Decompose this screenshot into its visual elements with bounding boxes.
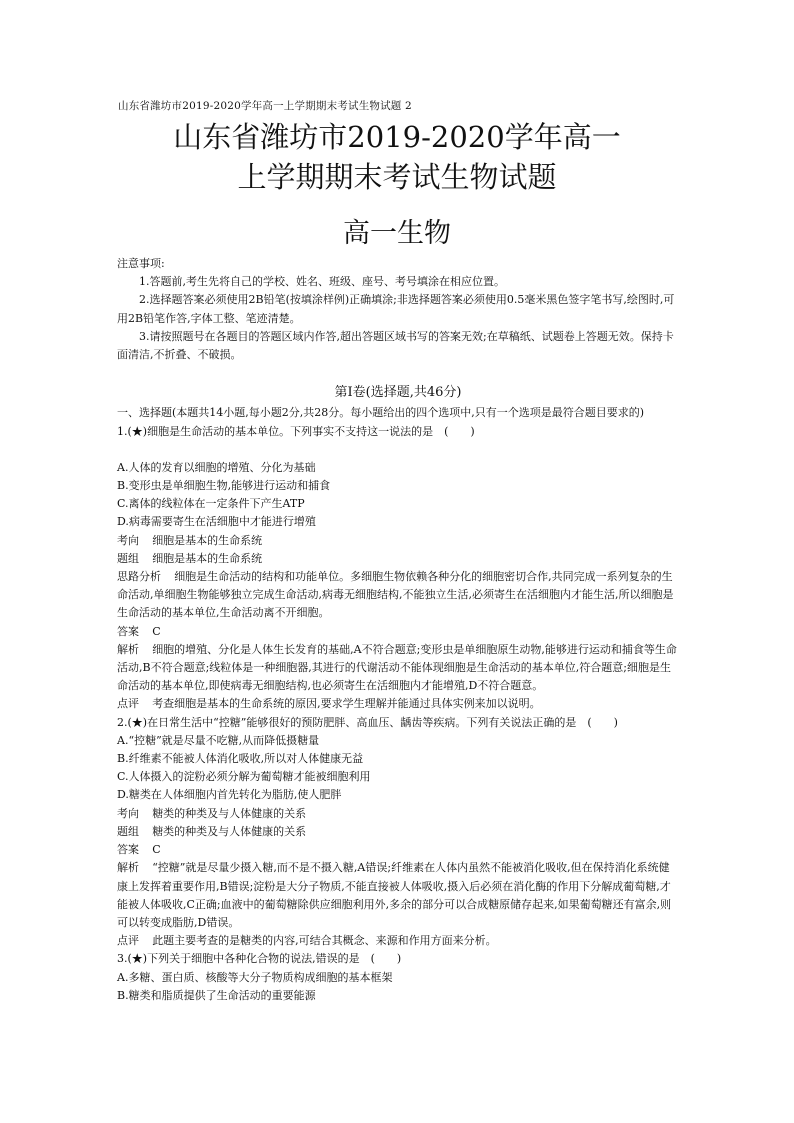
q2-option-b: B.纤维素不能被人体消化吸收,所以对人体健康无益 bbox=[117, 752, 364, 766]
kaoxiang-text: 糖类的种类及与人体健康的关系 bbox=[152, 806, 307, 820]
q3-option-b: B.糖类和脂质提供了生命活动的重要能源 bbox=[117, 988, 316, 1002]
answer-value: C bbox=[152, 843, 161, 857]
q2-kaoxiang bbox=[117, 805, 679, 823]
kaoxiang-text: 细胞是基本的生命系统 bbox=[152, 533, 263, 547]
dianping-text: 考查细胞是基本的生命系统的原因,要求学生理解并能通过具体实例来加以说明。 bbox=[152, 697, 541, 711]
q1-dianping bbox=[117, 695, 679, 713]
q1-kaoxiang bbox=[117, 532, 679, 550]
tizu-text: 糖类的种类及与人体健康的关系 bbox=[152, 824, 307, 838]
q1-option-a: A.人体的发育以细胞的增殖、分化为基础 bbox=[117, 460, 316, 474]
jiexi-text: 细胞的增殖、分化是人体生长发育的基础,A不符合题意;变形虫是单细胞原生动物,能够进行运动和捕食等生命活动,B不符合题意;线粒体是一种细胞器,其进行的代谢活动不能体现细胞是生命活动的基本单位,符合题意;细胞是生命活动的基本单位,即使病毒无细胞结构,也必须寄生在活细胞内才能增殖,D不符合题意。 bbox=[117, 642, 677, 693]
tizu-text: 细胞是基本的生命系统 bbox=[152, 551, 263, 565]
tizu-label: 题组 bbox=[117, 551, 139, 565]
title-line-2: 上学期期末考试生物试题 bbox=[237, 160, 557, 194]
q1-option-d: D.病毒需要寄生在活细胞中才能进行增殖 bbox=[117, 515, 316, 529]
jiexi-text: “控糖”就是尽量少摄入糖,而不是不摄入糖,A错误;纤维素在人体内虽然不能被消化吸收,但在保持消化系统健康上发挥着重要作用,B错误;淀粉是大分子物质,不能直接被人体吸收,摄入后必须在消化酶的作用下分解成葡萄糖,才能被人体吸收,C正确;血液中的葡萄糖除供应细胞利用外,多余的部分可以合成糖原储存起来,如果葡萄糖还有富余,则可以转变成脂肪,D错误。 bbox=[117, 861, 672, 929]
q2-option-d: D.糖类在人体细胞内首先转化为脂肪,使人肥胖 bbox=[117, 788, 342, 802]
q1-silu bbox=[117, 568, 679, 623]
jiexi-label: 解析 bbox=[117, 861, 139, 875]
dianping-text: 此题主要考查的是糖类的内容,可结合其概念、来源和作用方面来分析。 bbox=[152, 934, 497, 948]
question-2-stem: 2.(★)在日常生活中“控糖”能够很好的预防肥胖、高血压、龋齿等疾病。下列有关说法正确的是 ( ) bbox=[117, 715, 618, 729]
notice-item-3: 3.请按照题号在各题目的答题区域内作答,超出答题区域书写的答案无效;在草稿纸、试题卷上答题无效。保持卡面清洁,不折叠、不破损。 bbox=[117, 329, 674, 362]
notice-item-1: 1.答题前,考生先将自己的学校、姓名、班级、座号、考号填涂在相应位置。 bbox=[139, 275, 505, 289]
tizu-label: 题组 bbox=[117, 824, 139, 838]
q2-answer bbox=[117, 841, 679, 859]
running-header: 山东省潍坊市2019-2020学年高一上学期期末考试生物试题 2 bbox=[118, 100, 412, 112]
answer-value: C bbox=[152, 624, 161, 638]
q2-option-c: C.人体摄入的淀粉必须分解为葡萄糖才能被细胞利用 bbox=[117, 770, 371, 784]
answer-label: 答案 bbox=[117, 624, 139, 638]
question-1-stem: 1.(★)细胞是生命活动的基本单位。下列事实不支持这一说法的是 ( ) bbox=[117, 424, 475, 438]
notice-heading: 注意事项: bbox=[117, 257, 165, 270]
answer-label: 答案 bbox=[117, 843, 139, 857]
document-body bbox=[117, 255, 679, 1005]
q1-tizu bbox=[117, 550, 679, 568]
q3-option-a: A.多糖、蛋白质、核酸等大分子物质构成细胞的基本框架 bbox=[117, 970, 393, 984]
answer-space bbox=[117, 441, 679, 459]
q2-dianping bbox=[117, 932, 679, 950]
part-intro: 一、选择题(本题共14小题,每小题2分,共28分。每小题给出的四个选项中,只有一个选项是最符合题目要求的) bbox=[117, 406, 645, 420]
q1-jiexi bbox=[117, 641, 679, 696]
dianping-label: 点评 bbox=[117, 934, 139, 948]
dianping-label: 点评 bbox=[117, 697, 139, 711]
kaoxiang-label: 考向 bbox=[117, 806, 139, 820]
q1-option-b: B.变形虫是单细胞生物,能够进行运动和捕食 bbox=[117, 479, 331, 493]
q2-jiexi bbox=[117, 859, 679, 932]
q1-answer bbox=[117, 623, 679, 641]
q2-option-a: A.“控糖”就是尽量不吃糖,从而降低摄糖量 bbox=[117, 733, 320, 747]
q1-option-c: C.离体的线粒体在一定条件下产生ATP bbox=[117, 497, 305, 511]
jiexi-label: 解析 bbox=[117, 642, 139, 656]
section-title: 第Ⅰ卷(选择题,共46分) bbox=[334, 385, 462, 401]
q2-tizu bbox=[117, 823, 679, 841]
notice-item-2: 2.选择题答案必须使用2B铅笔(按填涂样例)正确填涂;非选择题答案必须使用0.5毫米黑色签字笔书写,绘图时,可用2B铅笔作答,字体工整、笔迹清楚。 bbox=[117, 293, 675, 325]
title-line-1: 山东省潍坊市2019-2020学年高一 bbox=[173, 120, 621, 154]
subject-title: 高一生物 bbox=[343, 218, 451, 249]
silu-text: 细胞是生命活动的结构和功能单位。多细胞生物依赖各种分化的细胞密切合作,共同完成一系列复杂的生命活动,单细胞生物能够独立完成生命活动,病毒无细胞结构,不能独立生活,必须寄生在活细胞内才能生活,所以细胞是生命活动的基本单位,生命活动离不开细胞。 bbox=[117, 570, 674, 620]
kaoxiang-label: 考向 bbox=[117, 533, 139, 547]
question-3-stem: 3.(★)下列关于细胞中各种化合物的说法,错误的是 ( ) bbox=[117, 952, 402, 966]
silu-label: 思路分析 bbox=[117, 570, 161, 584]
